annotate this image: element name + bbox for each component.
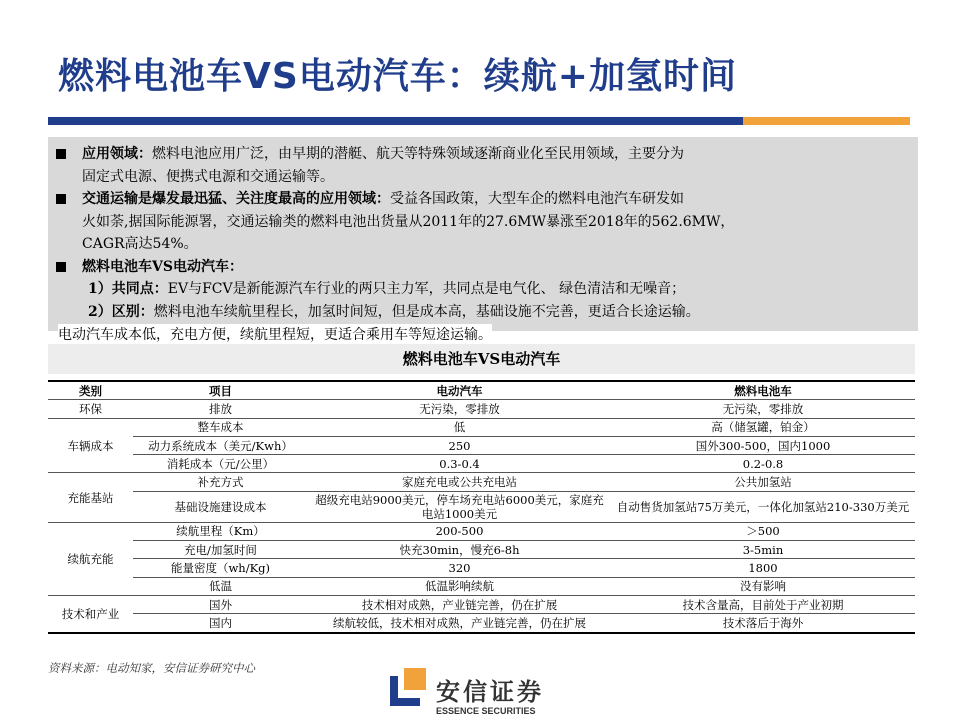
bullet-lead: 燃料电池车VS电动汽车： [82, 258, 243, 275]
page-title: 燃料电池车VS电动汽车：续航+加氢时间 [58, 56, 737, 97]
category-cell: 续航充能 [48, 522, 133, 595]
ev-cell: 无污染，零排放 [308, 400, 611, 418]
sub-point-lead: 2）区别： [88, 303, 154, 320]
category-cell: 充能基站 [48, 473, 133, 522]
table-header-row [48, 381, 915, 400]
bullet-square-icon [56, 262, 66, 272]
ev-cell: 超级充电站9000美元，停车场充电站6000美元，家庭充电站1000美元 [308, 491, 611, 522]
fcv-cell: 公共加氢站 [611, 473, 915, 491]
ev-cell: 低 [308, 418, 611, 436]
bullet-square-icon [56, 149, 66, 159]
fcv-cell: 没有影响 [611, 577, 915, 595]
fcv-cell: 自动售货加氢站75万美元，一体化加氢站210-330万美元 [611, 491, 915, 522]
table-row [48, 522, 915, 540]
bullet-text-cont: 固定式电源、便携式电源和交通运输等。 [82, 168, 334, 185]
item-cell: 整车成本 [133, 418, 308, 436]
essence-logo-icon [390, 668, 426, 706]
category-cell: 环保 [48, 400, 133, 418]
fcv-cell: ＞500 [611, 522, 915, 540]
bullet-lead: 应用领域： [82, 146, 152, 162]
comparison-table [48, 380, 915, 634]
table-row [48, 436, 915, 454]
ev-cell: 家庭充电或公共充电站 [308, 473, 611, 491]
table-row [48, 614, 915, 633]
table-row [48, 595, 915, 613]
category-cell: 技术和产业 [48, 595, 133, 632]
fcv-cell: 高（储氢罐，铂金） [611, 418, 915, 436]
sub-point-lead: 1）共同点： [88, 281, 168, 297]
fcv-cell: 1800 [611, 559, 915, 577]
item-cell: 充电/加氢时间 [133, 541, 308, 559]
logo-text-cn: 安信证券 [436, 678, 544, 706]
header-item: 项目 [133, 381, 308, 400]
company-logo [390, 668, 560, 716]
item-cell: 国内 [133, 614, 308, 633]
title-rule-accent [743, 117, 910, 125]
item-cell: 能量密度（wh/Kg) [133, 559, 308, 577]
logo-text-en: ESSENCE SECURITIES [436, 706, 536, 716]
table-row [48, 559, 915, 577]
table-row [48, 418, 915, 436]
bullet-square-icon [56, 194, 66, 204]
item-cell: 续航里程（Km） [133, 522, 308, 540]
fcv-cell: 国外300-500，国内1000 [611, 436, 915, 454]
ev-cell: 快充30min，慢充6-8h [308, 541, 611, 559]
fcv-cell: 无污染，零排放 [611, 400, 915, 418]
item-cell: 动力系统成本（美元/Kwh） [133, 436, 308, 454]
table-row [48, 473, 915, 491]
fcv-cell: 技术落后于海外 [611, 614, 915, 633]
bullet-text-cont: CAGR高达54%。 [82, 236, 198, 252]
title-rule [48, 117, 743, 125]
table-row [48, 455, 915, 473]
ev-cell: 低温影响续航 [308, 577, 611, 595]
category-cell: 车辆成本 [48, 418, 133, 473]
header-category: 类别 [48, 381, 133, 400]
ev-cell: 技术相对成熟，产业链完善，仍在扩展 [308, 595, 611, 613]
bullet-comparison [52, 256, 912, 279]
ev-cell: 0.3-0.4 [308, 455, 611, 473]
item-cell: 低温 [133, 577, 308, 595]
bullet-transport [52, 188, 912, 256]
source-note: 资料来源：电动知家，安信证券研究中心 [48, 661, 255, 675]
header-ev: 电动汽车 [308, 381, 611, 400]
bullet-text-cont: 火如荼,据国际能源署，交通运输类的燃料电池出货量从2011年的27.6MW暴涨至2018年的562.6MW， [82, 213, 735, 230]
sub-point-tail: 电动汽车成本低，充电方便，续航里程短，更适合乘用车等短途运输。 [58, 324, 492, 344]
item-cell: 排放 [133, 400, 308, 418]
item-cell: 基础设施建设成本 [133, 491, 308, 522]
ev-cell: 250 [308, 436, 611, 454]
sub-point-text: 燃料电池车续航里程长，加氢时间短，但是成本高，基础设施不完善，更适合长途运输。 [153, 303, 700, 320]
fcv-cell: 3-5min [611, 541, 915, 559]
bullet-text: 受益各国政策，大型车企的燃料电池汽车研发如 [390, 191, 684, 207]
bullet-text: 燃料电池应用广泛，由早期的潜艇、航天等特殊领域逐渐商业化至民用领域，主要分为 [152, 146, 684, 162]
sub-point-difference [52, 301, 912, 324]
fcv-cell: 技术含量高，目前处于产业初期 [611, 595, 915, 613]
sub-point-common [52, 278, 912, 301]
bullet-application [52, 143, 912, 188]
sub-point-text: EV与FCV是新能源汽车行业的两只主力军，共同点是电气化、 绿色清洁和无噪音； [167, 281, 686, 297]
bullet-lead: 交通运输是爆发最迅猛、关注度最高的应用领域： [82, 191, 390, 207]
item-cell: 消耗成本（元/公里） [133, 455, 308, 473]
table-title: 燃料电池车VS电动汽车 [48, 344, 915, 374]
table-row [48, 541, 915, 559]
ev-cell: 200-500 [308, 522, 611, 540]
ev-cell: 续航较低，技术相对成熟，产业链完善，仍在扩展 [308, 614, 611, 633]
table-row [48, 577, 915, 595]
fcv-cell: 0.2-0.8 [611, 455, 915, 473]
item-cell: 补充方式 [133, 473, 308, 491]
summary-bullets [52, 143, 912, 323]
table-row [48, 491, 915, 522]
item-cell: 国外 [133, 595, 308, 613]
table-row [48, 400, 915, 418]
ev-cell: 320 [308, 559, 611, 577]
header-fcv: 燃料电池车 [611, 381, 915, 400]
